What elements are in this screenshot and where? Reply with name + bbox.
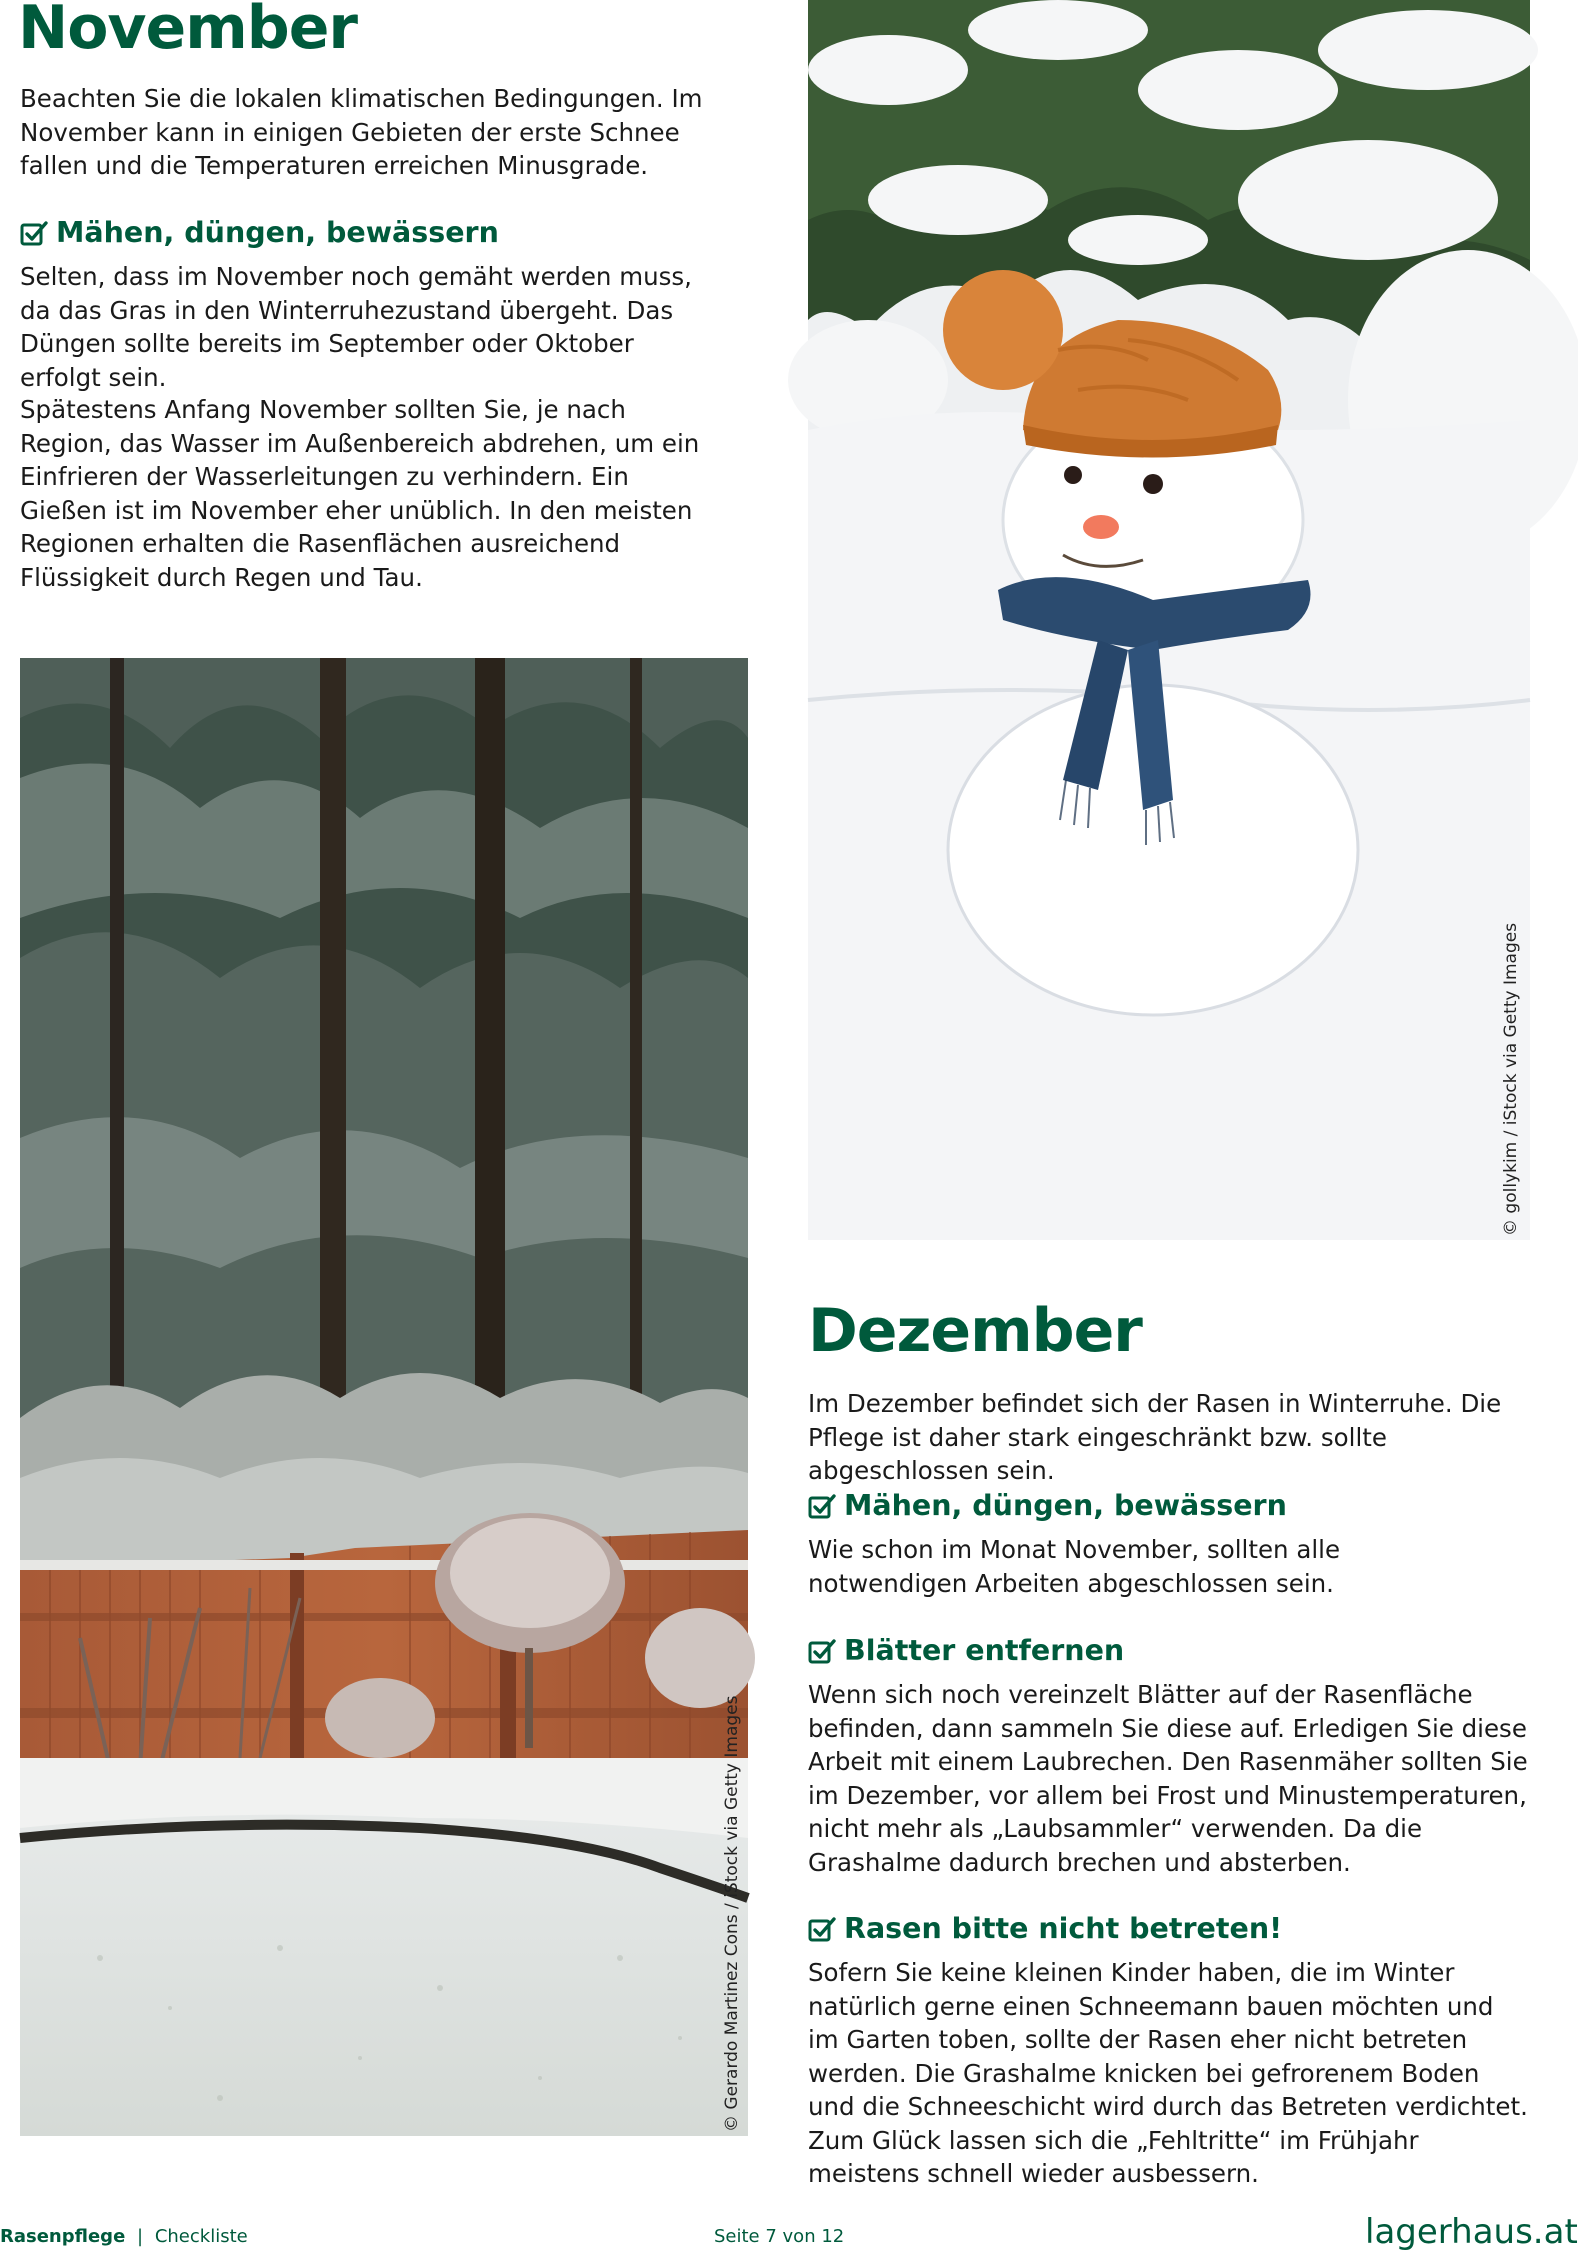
dezember-heading-maehen — [808, 1489, 1287, 1523]
snowy-garden-illustration — [20, 658, 748, 2136]
dezember-blaetter-text: Wenn sich noch vereinzelt Blätter auf der Rasenfläche befinden, dann sammeln Sie diese auf. Erledigen Sie diese Arbeit mit einem Laubrechen. Den Rasenmäher sollten Sie im Dezember, vor allem bei Frost und Minustemperaturen, nicht mehr als „Laubsammler“ verwenden. Da die Grashalme dadurch brechen und absterben. — [808, 1680, 1528, 1877]
footer-doc-subtitle: Checkliste — [154, 2226, 248, 2247]
checkbox-icon — [808, 1638, 836, 1664]
garden-photo-credit: © Gerardo Martinez Cons / iStock via Getty Images — [722, 1695, 742, 2132]
november-paragraph-2: Spätestens Anfang November sollten Sie, je nach Region, das Wasser im Außenbereich abdrehen, um ein Einfrieren der Wasserleitungen zu verhindern. Ein Gießen ist im November eher unüblich. In den meisten Regionen erhalten die Rasenflächen ausreichend Flüssigkeit durch Regen und Tau. — [20, 395, 700, 592]
footer-doc-label — [0, 2226, 248, 2247]
november-heading-maehen — [20, 216, 499, 250]
dezember-betreten-text: Sofern Sie keine kleinen Kinder haben, die im Winter natürlich gerne einen Schneemann bauen möchten und im Garten toben, sollte der Rasen eher nicht betreten werden. Die Grashalme knicken bei gefrorenem Boden und die Schneeschicht wird durch das Betreten verdichtet. Zum Glück lassen sich die „Fehltritte“ im Frühjahr meistens schnell wieder ausbessern. — [808, 1958, 1528, 2188]
brand-logo-link[interactable]: lagerhaus.at — [1365, 2212, 1578, 2252]
snowman-photo-credit: © gollykim / iStock via Getty Images — [1501, 922, 1521, 1236]
snowman-photo — [808, 0, 1530, 1240]
checkbox-icon — [808, 1916, 836, 1942]
snowman-illustration — [808, 0, 1530, 1240]
footer-separator: | — [137, 2226, 144, 2247]
november-title: November — [18, 0, 357, 63]
dezember-title: Dezember — [808, 1296, 1142, 1366]
dezember-intro: Im Dezember befindet sich der Rasen in Winterruhe. Die Pflege ist daher stark eingeschränkt bzw. sollte abgeschlossen sein. — [808, 1389, 1502, 1485]
checkbox-icon — [20, 220, 48, 246]
dezember-heading-maehen-label: Mähen, düngen, bewässern — [844, 1489, 1287, 1522]
november-intro: Beachten Sie die lokalen klimatischen Bedingungen. Im November kann in einigen Gebieten der erste Schnee fallen und die Temperaturen erreichen Minusgrade. — [20, 84, 703, 180]
dezember-heading-blaetter-label: Blätter entfernen — [844, 1634, 1125, 1667]
november-heading-label: Mähen, düngen, bewässern — [56, 216, 499, 249]
dezember-maehen-text: Wie schon im Monat November, sollten alle notwendigen Arbeiten abgeschlossen sein. — [808, 1535, 1341, 1598]
dezember-heading-betreten-label: Rasen bitte nicht betreten! — [844, 1912, 1283, 1945]
snowy-garden-photo — [20, 658, 748, 2136]
dezember-heading-betreten — [808, 1912, 1282, 1946]
dezember-heading-blaetter — [808, 1634, 1124, 1668]
footer-page-number: Seite 7 von 12 — [714, 2226, 845, 2247]
november-paragraph-1: Selten, dass im November noch gemäht werden muss, da das Gras in den Winterruhezustand übergeht. Das Düngen sollte bereits im September oder Oktober erfolgt sein. — [20, 262, 692, 392]
checkbox-icon — [808, 1493, 836, 1519]
footer-doc-title: Rasenpflege — [0, 2226, 126, 2247]
